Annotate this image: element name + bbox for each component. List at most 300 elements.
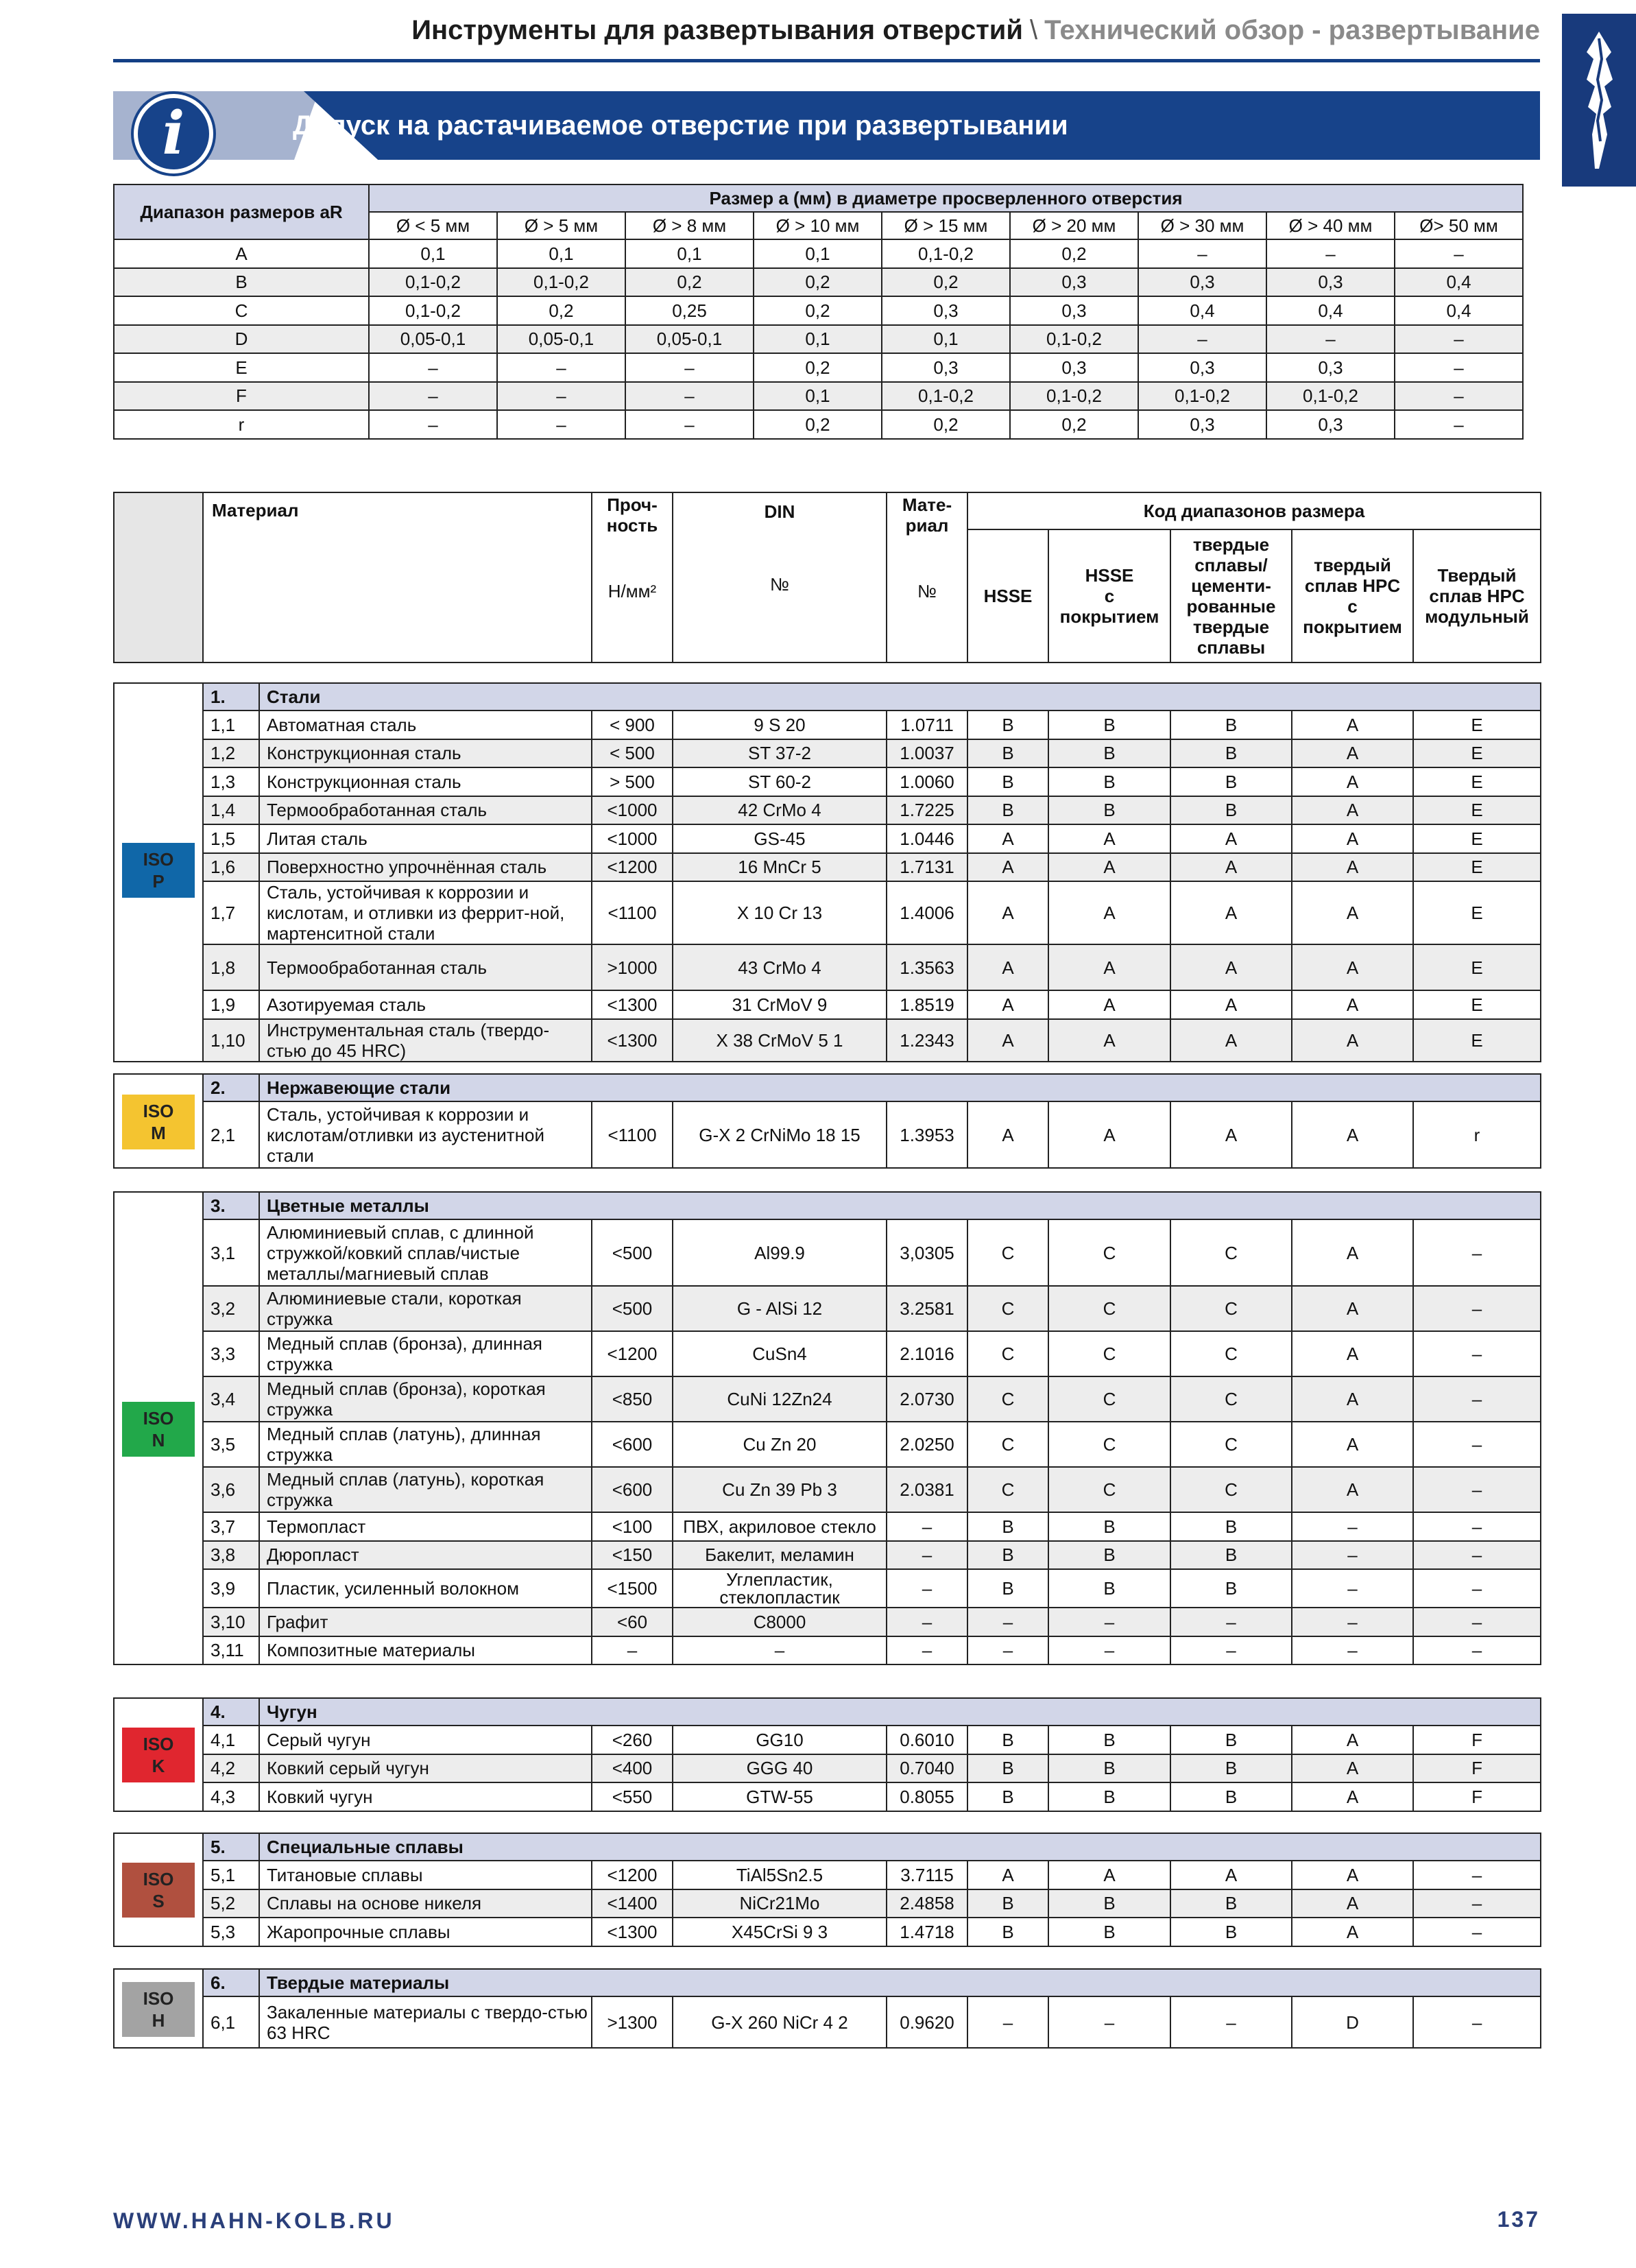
- material-name: Термообработанная сталь: [259, 796, 592, 825]
- material-code: 3.2581: [887, 1286, 967, 1331]
- carbide-code: C: [1170, 1376, 1292, 1422]
- tolerance-cell: 0,2: [625, 268, 754, 297]
- hsse-code: C: [967, 1422, 1048, 1467]
- material-row: [114, 767, 1541, 796]
- hsse-coated-code: B: [1048, 1569, 1170, 1608]
- tolerance-cell: 0,3: [1266, 410, 1395, 439]
- material-code: 2.0250: [887, 1422, 967, 1467]
- tolerance-cell: 0,2: [754, 353, 882, 382]
- carbide-code: C: [1170, 1422, 1292, 1467]
- material-number: 1,4: [203, 796, 259, 825]
- group-number: 4.: [203, 1698, 259, 1726]
- tolerance-cell: 0,2: [497, 296, 625, 325]
- carbide-code: A: [1170, 1861, 1292, 1889]
- tolerance-cell: 0,2: [882, 410, 1010, 439]
- material-number: 3,1: [203, 1219, 259, 1286]
- material-code: –: [887, 1512, 967, 1541]
- material-name: Жаропрочные сплавы: [259, 1918, 592, 1946]
- tolerance-cell: 0,1-0,2: [1010, 382, 1138, 411]
- hpc-modular-code: –: [1413, 1996, 1541, 2048]
- hpc-modular-code: E: [1413, 1019, 1541, 1062]
- footer-url[interactable]: WWW.HAHN-KOLB.RU: [113, 2208, 395, 2233]
- hpc-coated-code: A: [1292, 1726, 1413, 1754]
- hsse-code: A: [967, 990, 1048, 1019]
- hpc-modular-code: r: [1413, 1101, 1541, 1168]
- din-value: GGG 40: [673, 1754, 887, 1783]
- carbide-code: A: [1170, 1101, 1292, 1168]
- info-icon: i: [134, 94, 213, 174]
- tolerance-cell: –: [369, 382, 497, 411]
- code-col-header: твердые сплавы/ цементи- рованные твердые сплавы: [1170, 529, 1292, 663]
- hsse-code: C: [967, 1467, 1048, 1512]
- tolerance-cell: –: [1395, 410, 1523, 439]
- group-title-row: [114, 1074, 1541, 1101]
- material-code: 1.0711: [887, 711, 967, 739]
- hsse-coated-code: B: [1048, 711, 1170, 739]
- material-number: 4,2: [203, 1754, 259, 1783]
- tolerance-row-label: F: [114, 382, 369, 411]
- material-code: 1.3953: [887, 1101, 967, 1168]
- hsse-coated-code: B: [1048, 796, 1170, 825]
- hsse-code: B: [967, 1541, 1048, 1570]
- strength-value: <1200: [592, 1861, 673, 1889]
- tolerance-cell: –: [1395, 353, 1523, 382]
- tolerance-cell: –: [1138, 239, 1266, 268]
- material-row: [114, 1996, 1541, 2048]
- material-number: 6,1: [203, 1996, 259, 2048]
- material-code: 0.7040: [887, 1754, 967, 1783]
- carbide-code: –: [1170, 1636, 1292, 1665]
- tolerance-col-header: Ø > 10 мм: [754, 212, 882, 239]
- hsse-coated-code: –: [1048, 1996, 1170, 2048]
- hpc-modular-code: –: [1413, 1219, 1541, 1286]
- code-col-header: твердый сплав HPC с покрытием: [1292, 529, 1413, 663]
- material-name: Термообработанная сталь: [259, 944, 592, 990]
- strength-value: <100: [592, 1512, 673, 1541]
- tolerance-cell: 0,1: [754, 382, 882, 411]
- material-group-table: [113, 1191, 1541, 1665]
- strength-value: <1000: [592, 824, 673, 853]
- tolerance-row-header: Диапазон размеров aR: [114, 184, 369, 239]
- material-name: Азотируемая сталь: [259, 990, 592, 1019]
- material-number: 4,1: [203, 1726, 259, 1754]
- material-code: 2.0730: [887, 1376, 967, 1422]
- strength-value: <500: [592, 1219, 673, 1286]
- material-number: 3,7: [203, 1512, 259, 1541]
- material-row: [114, 1636, 1541, 1665]
- material-code: 1.4006: [887, 881, 967, 944]
- group-number: 1.: [203, 683, 259, 711]
- hpc-coated-code: A: [1292, 1861, 1413, 1889]
- tolerance-cell: 0,1: [882, 325, 1010, 354]
- tolerance-row-label: D: [114, 325, 369, 354]
- tolerance-cell: 0,1: [754, 239, 882, 268]
- tolerance-col-header: Ø > 20 мм: [1010, 212, 1138, 239]
- material-name: Конструкционная сталь: [259, 739, 592, 768]
- hpc-coated-code: A: [1292, 796, 1413, 825]
- hsse-code: C: [967, 1219, 1048, 1286]
- hsse-coated-code: C: [1048, 1422, 1170, 1467]
- material-row: [114, 1569, 1541, 1608]
- tolerance-row: [114, 239, 1523, 268]
- hsse-coated-code: C: [1048, 1219, 1170, 1286]
- din-value: 31 CrMoV 9: [673, 990, 887, 1019]
- material-row: [114, 1422, 1541, 1467]
- material-code: –: [887, 1608, 967, 1636]
- tolerance-row: [114, 296, 1523, 325]
- hsse-coated-code: A: [1048, 881, 1170, 944]
- header-title-main: Инструменты для развертывания отверстий: [411, 15, 1023, 45]
- material-row: [114, 1918, 1541, 1946]
- hpc-modular-code: E: [1413, 767, 1541, 796]
- header-rule: [113, 59, 1540, 62]
- carbide-code: B: [1170, 1918, 1292, 1946]
- hpc-modular-code: –: [1413, 1422, 1541, 1467]
- material-row: [114, 1286, 1541, 1331]
- carbide-code: C: [1170, 1331, 1292, 1376]
- strength-value: <600: [592, 1422, 673, 1467]
- tolerance-cell: –: [625, 353, 754, 382]
- strength-value: < 900: [592, 711, 673, 739]
- material-code: 1.0060: [887, 767, 967, 796]
- material-code: 1.7225: [887, 796, 967, 825]
- material-row: [114, 1467, 1541, 1512]
- carbide-code: A: [1170, 990, 1292, 1019]
- material-row: [114, 881, 1541, 944]
- material-name: Медный сплав (латунь), короткая стружка: [259, 1467, 592, 1512]
- material-code: –: [887, 1569, 967, 1608]
- carbide-code: B: [1170, 1782, 1292, 1811]
- tolerance-cell: 0,1-0,2: [369, 268, 497, 297]
- material-code: 1.0446: [887, 824, 967, 853]
- hsse-code: A: [967, 1101, 1048, 1168]
- hpc-modular-code: E: [1413, 796, 1541, 825]
- tolerance-cell: –: [1266, 239, 1395, 268]
- material-code: 2.0381: [887, 1467, 967, 1512]
- material-number: 5,2: [203, 1889, 259, 1918]
- hpc-modular-code: F: [1413, 1782, 1541, 1811]
- material-code: 0.6010: [887, 1726, 967, 1754]
- material-number: 3,10: [203, 1608, 259, 1636]
- tolerance-cell: 0,1-0,2: [882, 239, 1010, 268]
- tolerance-cell: 0,4: [1395, 268, 1523, 297]
- hsse-code: A: [967, 853, 1048, 882]
- material-number: 3,6: [203, 1467, 259, 1512]
- carbide-code: A: [1170, 881, 1292, 944]
- hsse-coated-code: B: [1048, 1754, 1170, 1783]
- reamer-icon: [1581, 32, 1617, 169]
- strength-value: <1300: [592, 1918, 673, 1946]
- group-number: 5.: [203, 1833, 259, 1861]
- tolerance-cell: 0,1: [497, 239, 625, 268]
- iso-badge: ISO K: [122, 1728, 195, 1782]
- hsse-coated-code: A: [1048, 1101, 1170, 1168]
- page-number: 137: [1497, 2207, 1540, 2232]
- hpc-modular-code: F: [1413, 1754, 1541, 1783]
- hpc-coated-code: –: [1292, 1569, 1413, 1608]
- tolerance-row: [114, 353, 1523, 382]
- hpc-coated-code: A: [1292, 1331, 1413, 1376]
- tolerance-cell: 0,1-0,2: [1138, 382, 1266, 411]
- material-name: Дюропласт: [259, 1541, 592, 1570]
- tolerance-cell: 0,4: [1138, 296, 1266, 325]
- strength-col-header: Проч- ность Н/мм²: [592, 492, 673, 663]
- section-title: Допуск на растачиваемое отверстие при развертывании: [293, 110, 1068, 141]
- iso-badge: ISO M: [122, 1095, 195, 1149]
- hpc-coated-code: A: [1292, 1782, 1413, 1811]
- tolerance-cell: 0,1-0,2: [882, 382, 1010, 411]
- chapter-tab: [1562, 14, 1636, 187]
- material-name: Конструкционная сталь: [259, 767, 592, 796]
- tolerance-col-header: Ø > 40 мм: [1266, 212, 1395, 239]
- hsse-coated-code: –: [1048, 1636, 1170, 1665]
- tolerance-cell: 0,1-0,2: [497, 268, 625, 297]
- strength-value: <60: [592, 1608, 673, 1636]
- hsse-coated-code: C: [1048, 1376, 1170, 1422]
- group-number: 3.: [203, 1192, 259, 1219]
- hsse-code: C: [967, 1286, 1048, 1331]
- tolerance-cell: 0,1-0,2: [1266, 382, 1395, 411]
- material-row: [114, 944, 1541, 990]
- din-value: G-X 2 CrNiMo 18 15: [673, 1101, 887, 1168]
- strength-value: <1000: [592, 796, 673, 825]
- strength-value: <1200: [592, 1331, 673, 1376]
- hpc-modular-code: –: [1413, 1376, 1541, 1422]
- hpc-modular-code: –: [1413, 1541, 1541, 1570]
- hsse-code: B: [967, 767, 1048, 796]
- material-number: 3,8: [203, 1541, 259, 1570]
- strength-value: < 500: [592, 739, 673, 768]
- tolerance-group-header: Размер a (мм) в диаметре просверленного отверстия: [369, 184, 1523, 212]
- hsse-coated-code: B: [1048, 739, 1170, 768]
- strength-value: <550: [592, 1782, 673, 1811]
- hpc-modular-code: F: [1413, 1726, 1541, 1754]
- din-value: Al99.9: [673, 1219, 887, 1286]
- strength-value: <1100: [592, 1101, 673, 1168]
- material-row: [114, 990, 1541, 1019]
- material-name: Медный сплав (бронза), короткая стружка: [259, 1376, 592, 1422]
- strength-value: >1000: [592, 944, 673, 990]
- material-name: Литая сталь: [259, 824, 592, 853]
- din-value: G-X 260 NiCr 4 2: [673, 1996, 887, 2048]
- tolerance-col-header: Ø > 30 мм: [1138, 212, 1266, 239]
- iso-badge: ISO P: [122, 843, 195, 898]
- tolerance-row: [114, 325, 1523, 354]
- material-name: Термопласт: [259, 1512, 592, 1541]
- hsse-code: C: [967, 1331, 1048, 1376]
- tolerance-cell: –: [369, 353, 497, 382]
- carbide-code: B: [1170, 711, 1292, 739]
- material-row: [114, 1608, 1541, 1636]
- hsse-coated-code: B: [1048, 1918, 1170, 1946]
- din-value: Cu Zn 20: [673, 1422, 887, 1467]
- carbide-code: B: [1170, 1541, 1292, 1570]
- hpc-coated-code: A: [1292, 1889, 1413, 1918]
- material-row: [114, 1861, 1541, 1889]
- tolerance-cell: 0,1: [754, 325, 882, 354]
- material-row: [114, 711, 1541, 739]
- hsse-code: A: [967, 824, 1048, 853]
- tolerance-cell: 0,3: [882, 353, 1010, 382]
- material-name: Медный сплав (бронза), длинная стружка: [259, 1331, 592, 1376]
- hpc-coated-code: A: [1292, 1422, 1413, 1467]
- hpc-coated-code: A: [1292, 1467, 1413, 1512]
- material-row: [114, 1376, 1541, 1422]
- hsse-code: B: [967, 1918, 1048, 1946]
- tolerance-cell: 0,2: [754, 268, 882, 297]
- material-number: 2,1: [203, 1101, 259, 1168]
- tolerance-cell: –: [1395, 382, 1523, 411]
- tolerance-cell: –: [1395, 325, 1523, 354]
- tolerance-cell: 0,1: [369, 239, 497, 268]
- tolerance-cell: 0,3: [1010, 296, 1138, 325]
- hpc-coated-code: –: [1292, 1512, 1413, 1541]
- hpc-modular-code: –: [1413, 1861, 1541, 1889]
- tolerance-cell: –: [1266, 325, 1395, 354]
- strength-value: >1300: [592, 1996, 673, 2048]
- iso-badge: ISO S: [122, 1863, 195, 1918]
- material-row: [114, 1889, 1541, 1918]
- strength-value: <260: [592, 1726, 673, 1754]
- carbide-code: A: [1170, 824, 1292, 853]
- tolerance-cell: 0,3: [1138, 353, 1266, 382]
- tolerance-cell: 0,2: [754, 410, 882, 439]
- material-number: 1,3: [203, 767, 259, 796]
- hpc-coated-code: A: [1292, 1918, 1413, 1946]
- strength-value: <1100: [592, 881, 673, 944]
- hpc-modular-code: –: [1413, 1512, 1541, 1541]
- material-name: Закаленные материалы с твердо-стью 63 HRC: [259, 1996, 592, 2048]
- material-number: 1,6: [203, 853, 259, 882]
- material-number: 1,8: [203, 944, 259, 990]
- carbide-code: C: [1170, 1467, 1292, 1512]
- material-table-header: [113, 492, 1541, 663]
- hpc-coated-code: A: [1292, 1754, 1413, 1783]
- hsse-coated-code: C: [1048, 1331, 1170, 1376]
- hsse-code: A: [967, 1861, 1048, 1889]
- hpc-modular-code: E: [1413, 881, 1541, 944]
- tolerance-cell: –: [625, 382, 754, 411]
- carbide-code: B: [1170, 1512, 1292, 1541]
- group-title-row: [114, 1698, 1541, 1726]
- group-title: Специальные сплавы: [259, 1833, 1541, 1861]
- material-name: Сплавы на основе никеля: [259, 1889, 592, 1918]
- din-value: CuNi 12Zn24: [673, 1376, 887, 1422]
- material-number: 5,3: [203, 1918, 259, 1946]
- material-row: [114, 1754, 1541, 1783]
- tolerance-cell: –: [497, 353, 625, 382]
- material-name: Графит: [259, 1608, 592, 1636]
- material-name: Композитные материалы: [259, 1636, 592, 1665]
- hpc-modular-code: –: [1413, 1889, 1541, 1918]
- strength-value: <1300: [592, 990, 673, 1019]
- group-title: Чугун: [259, 1698, 1541, 1726]
- hsse-code: –: [967, 1636, 1048, 1665]
- code-group-header: Код диапазонов размера: [967, 492, 1541, 529]
- carbide-code: A: [1170, 1019, 1292, 1062]
- material-row: [114, 1019, 1541, 1062]
- tolerance-cell: –: [1138, 325, 1266, 354]
- material-code: –: [887, 1636, 967, 1665]
- carbide-code: –: [1170, 1608, 1292, 1636]
- din-value: Углепластик, стеклопластик: [673, 1569, 887, 1608]
- din-value: 16 MnCr 5: [673, 853, 887, 882]
- hsse-code: A: [967, 1019, 1048, 1062]
- carbide-code: A: [1170, 944, 1292, 990]
- hsse-code: B: [967, 796, 1048, 825]
- material-name: Титановые сплавы: [259, 1861, 592, 1889]
- group-title-row: [114, 1969, 1541, 1996]
- hsse-code: B: [967, 1889, 1048, 1918]
- material-name: Пластик, усиленный волокном: [259, 1569, 592, 1608]
- tolerance-cell: 0,2: [1010, 410, 1138, 439]
- hpc-modular-code: E: [1413, 711, 1541, 739]
- tolerance-cell: 0,2: [1010, 239, 1138, 268]
- material-number: 4,3: [203, 1782, 259, 1811]
- code-col-header: HSSE: [967, 529, 1048, 663]
- hpc-coated-code: A: [1292, 824, 1413, 853]
- strength-value: <600: [592, 1467, 673, 1512]
- material-name: Сталь, устойчивая к коррозии и кислотам/отливки из аустенитной стали: [259, 1101, 592, 1168]
- group-title: Твердые материалы: [259, 1969, 1541, 1996]
- tolerance-cell: 0,3: [1138, 410, 1266, 439]
- hpc-modular-code: –: [1413, 1608, 1541, 1636]
- iso-header-cell: [114, 492, 203, 663]
- hsse-code: B: [967, 739, 1048, 768]
- material-no-col-header: Мате- риал №: [887, 492, 967, 663]
- hsse-coated-code: B: [1048, 1782, 1170, 1811]
- tolerance-col-header: Ø > 8 мм: [625, 212, 754, 239]
- tolerance-row-label: B: [114, 268, 369, 297]
- din-value: 9 S 20: [673, 711, 887, 739]
- hpc-coated-code: A: [1292, 853, 1413, 882]
- carbide-code: B: [1170, 1754, 1292, 1783]
- din-value: Cu Zn 39 Pb 3: [673, 1467, 887, 1512]
- group-number: 2.: [203, 1074, 259, 1101]
- hpc-coated-code: A: [1292, 767, 1413, 796]
- din-value: TiAl5Sn2.5: [673, 1861, 887, 1889]
- material-name: Ковкий серый чугун: [259, 1754, 592, 1783]
- din-col-header: DIN №: [673, 492, 887, 663]
- material-code: 1.7131: [887, 853, 967, 882]
- material-code: 1.0037: [887, 739, 967, 768]
- hpc-modular-code: –: [1413, 1636, 1541, 1665]
- strength-value: <400: [592, 1754, 673, 1783]
- iso-cell: [114, 1074, 203, 1168]
- material-group-table: [113, 682, 1541, 1062]
- material-row: [114, 1101, 1541, 1168]
- hpc-modular-code: –: [1413, 1286, 1541, 1331]
- tolerance-cell: –: [369, 410, 497, 439]
- material-row: [114, 1331, 1541, 1376]
- tolerance-row-label: C: [114, 296, 369, 325]
- material-code: –: [887, 1541, 967, 1570]
- strength-value: <1400: [592, 1889, 673, 1918]
- material-group-table: [113, 1697, 1541, 1812]
- group-title: Цветные металлы: [259, 1192, 1541, 1219]
- iso-cell: [114, 1698, 203, 1811]
- material-name: Медный сплав (латунь), длинная стружка: [259, 1422, 592, 1467]
- tolerance-cell: 0,3: [1010, 353, 1138, 382]
- material-row: [114, 1512, 1541, 1541]
- material-row: [114, 1726, 1541, 1754]
- header-separator: \: [1029, 15, 1038, 45]
- material-group-table: [113, 1968, 1541, 2049]
- hpc-modular-code: –: [1413, 1467, 1541, 1512]
- hpc-coated-code: D: [1292, 1996, 1413, 2048]
- material-number: 1,5: [203, 824, 259, 853]
- group-title-row: [114, 1833, 1541, 1861]
